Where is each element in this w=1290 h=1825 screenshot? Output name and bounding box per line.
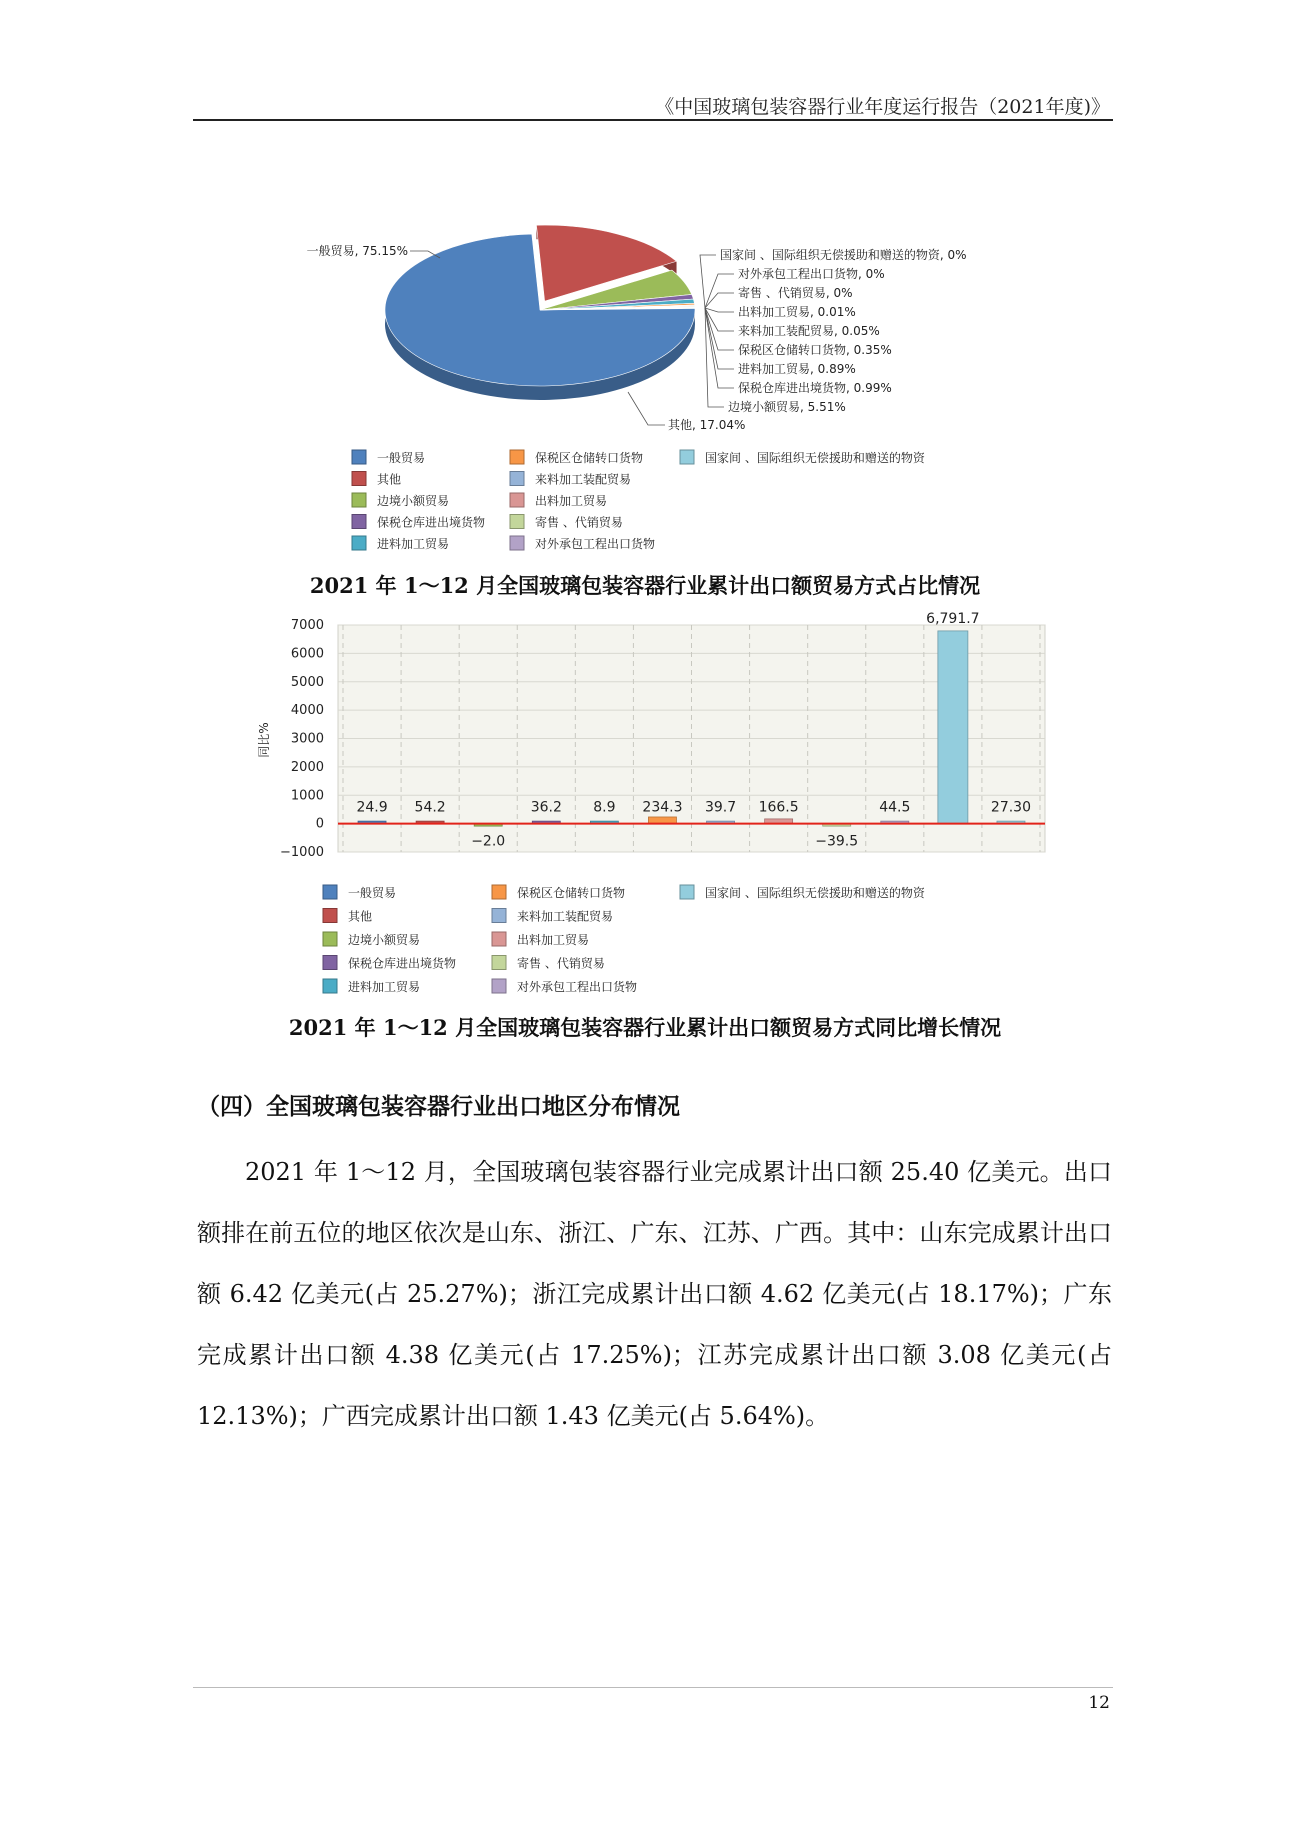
legend-label: 其他 <box>377 472 402 487</box>
header-rule <box>193 119 1113 121</box>
bar-chart-caption: 2021 年 1～12 月全国玻璃包装容器行业累计出口额贸易方式同比增长情况 <box>288 1015 1002 1040</box>
pie-slice-label: 国家间 、国际组织无偿援助和赠送的物资, 0% <box>720 248 967 262</box>
legend-label: 一般贸易 <box>348 886 397 900</box>
legend-swatch <box>680 885 694 899</box>
header-title: 《中国玻璃包装容器行业年度运行报告（2021年度)》 <box>655 96 1110 118</box>
bar-value-label: 39.7 <box>704 799 737 816</box>
pie-slice-label: 寄售 、代销贸易, 0% <box>738 286 853 300</box>
bar-value-label: 54.2 <box>414 799 446 816</box>
legend-swatch <box>352 493 366 507</box>
bar-value-label: 8.9 <box>593 799 616 816</box>
legend-label: 进料加工贸易 <box>348 980 421 994</box>
pie-leader-line <box>705 308 734 312</box>
pie-leader-line <box>705 308 734 388</box>
legend-swatch <box>323 932 337 946</box>
pie-slice-label: 一般贸易, 75.15% <box>306 244 408 258</box>
legend-label: 边境小额贸易 <box>377 494 450 508</box>
pie-slice-label: 其他, 17.04% <box>668 418 746 432</box>
legend-swatch <box>492 909 506 923</box>
legend-swatch <box>510 536 524 550</box>
legend-label: 对外承包工程出口货物 <box>517 980 638 994</box>
bar-value-label: 234.3 <box>642 799 683 816</box>
legend-label: 对外承包工程出口货物 <box>535 537 656 551</box>
pie-slice-label: 边境小额贸易, 5.51% <box>728 400 846 414</box>
pie-slice-label: 来料加工装配贸易, 0.05% <box>738 324 880 338</box>
pie-slice-label: 保税区仓储转口货物, 0.35% <box>738 343 892 357</box>
legend-label: 出料加工贸易 <box>535 494 608 508</box>
section-heading: （四）全国玻璃包装容器行业出口地区分布情况 <box>197 1093 680 1120</box>
legend-label: 来料加工装配贸易 <box>535 472 632 487</box>
y-tick-label: 5000 <box>290 674 324 690</box>
legend-swatch <box>492 956 506 970</box>
legend-swatch <box>492 932 506 946</box>
y-tick-label: 3000 <box>290 731 324 747</box>
legend-label: 保税仓库进出境货物 <box>377 515 486 530</box>
legend-label: 其他 <box>348 909 373 924</box>
bar-value-label: 27.30 <box>990 799 1032 816</box>
pie-slice-label: 保税仓库进出境货物, 0.99% <box>738 381 892 395</box>
legend-label: 寄售 、代销贸易 <box>517 956 605 971</box>
pie-leader-line <box>628 392 665 425</box>
legend-label: 寄售 、代销贸易 <box>535 515 623 530</box>
pie-chart-caption: 2021 年 1～12 月全国玻璃包装容器行业累计出口额贸易方式占比情况 <box>309 573 981 598</box>
body-paragraph: 2021 年 1～12 月，全国玻璃包装容器行业完成累计出口额 25.40 亿美元。出口额排在前五位的地区依次是山东、浙江、广东、江苏、广西。其中：山东完成累计出口额 6.42 亿美元(占 25.27%)；浙江完成累计出口额 4.62 亿美元(占 18.17%)；广东完成累计出口额 4.38 亿美元(占 17.25%)；江苏完成累计出口额 3.08 亿美元(占 12.13%)；广西完成累计出口额 1.43 亿美元(占 5.64%)。 <box>197 1158 1112 1430</box>
legend-label: 国家间 、国际组织无偿援助和赠送的物资 <box>705 451 925 465</box>
footer-rule <box>193 1687 1113 1688</box>
pie-slice-label: 出料加工贸易, 0.01% <box>738 305 856 319</box>
legend-label: 国家间 、国际组织无偿援助和赠送的物资 <box>705 886 925 900</box>
legend-swatch <box>323 979 337 993</box>
y-tick-label: 4000 <box>290 703 324 719</box>
y-tick-label: 1000 <box>290 788 324 804</box>
legend-label: 一般贸易 <box>377 451 426 465</box>
bar <box>938 631 968 824</box>
legend-swatch <box>510 472 524 486</box>
legend-swatch <box>323 909 337 923</box>
legend-label: 来料加工装配贸易 <box>517 909 614 924</box>
legend-label: 进料加工贸易 <box>377 537 450 551</box>
bar-value-label: 36.2 <box>530 799 562 816</box>
legend-swatch <box>323 956 337 970</box>
y-tick-label: 2000 <box>290 759 324 775</box>
legend-label: 出料加工贸易 <box>517 933 590 947</box>
legend-swatch <box>492 979 506 993</box>
y-axis-label: 同比% <box>257 722 271 758</box>
legend-swatch <box>323 885 337 899</box>
legend-swatch <box>352 472 366 486</box>
y-tick-label: −1000 <box>280 845 324 860</box>
legend-label: 边境小额贸易 <box>348 933 421 947</box>
bar-value-label: −39.5 <box>815 833 859 850</box>
legend-swatch <box>510 493 524 507</box>
bar-value-label: 24.9 <box>356 799 388 816</box>
bar-value-label: −2.0 <box>471 833 506 850</box>
bar-value-label: 6,791.7 <box>926 610 980 627</box>
pie-slice-label: 进料加工贸易, 0.89% <box>738 362 856 376</box>
pie-slice-label: 对外承包工程出口货物, 0% <box>738 267 885 281</box>
legend-swatch <box>510 450 524 464</box>
legend-swatch <box>492 885 506 899</box>
pie-leader-line <box>705 293 734 308</box>
legend-swatch <box>352 450 366 464</box>
bar-value-label: 166.5 <box>758 799 799 816</box>
legend-label: 保税区仓储转口货物 <box>535 451 644 465</box>
pie-leader-line <box>705 308 734 369</box>
page-number: 12 <box>1088 1693 1110 1713</box>
legend-swatch <box>352 536 366 550</box>
y-tick-label: 6000 <box>290 646 324 662</box>
legend-label: 保税仓库进出境货物 <box>348 956 457 971</box>
legend-swatch <box>680 450 694 464</box>
legend-label: 保税区仓储转口货物 <box>517 886 626 900</box>
legend-swatch <box>352 515 366 529</box>
pie-chart <box>0 220 1290 565</box>
legend-swatch <box>510 515 524 529</box>
bar-chart <box>0 605 1290 1005</box>
y-tick-label: 7000 <box>290 618 324 633</box>
bar-value-label: 44.5 <box>879 799 911 816</box>
y-tick-label: 0 <box>315 816 324 832</box>
